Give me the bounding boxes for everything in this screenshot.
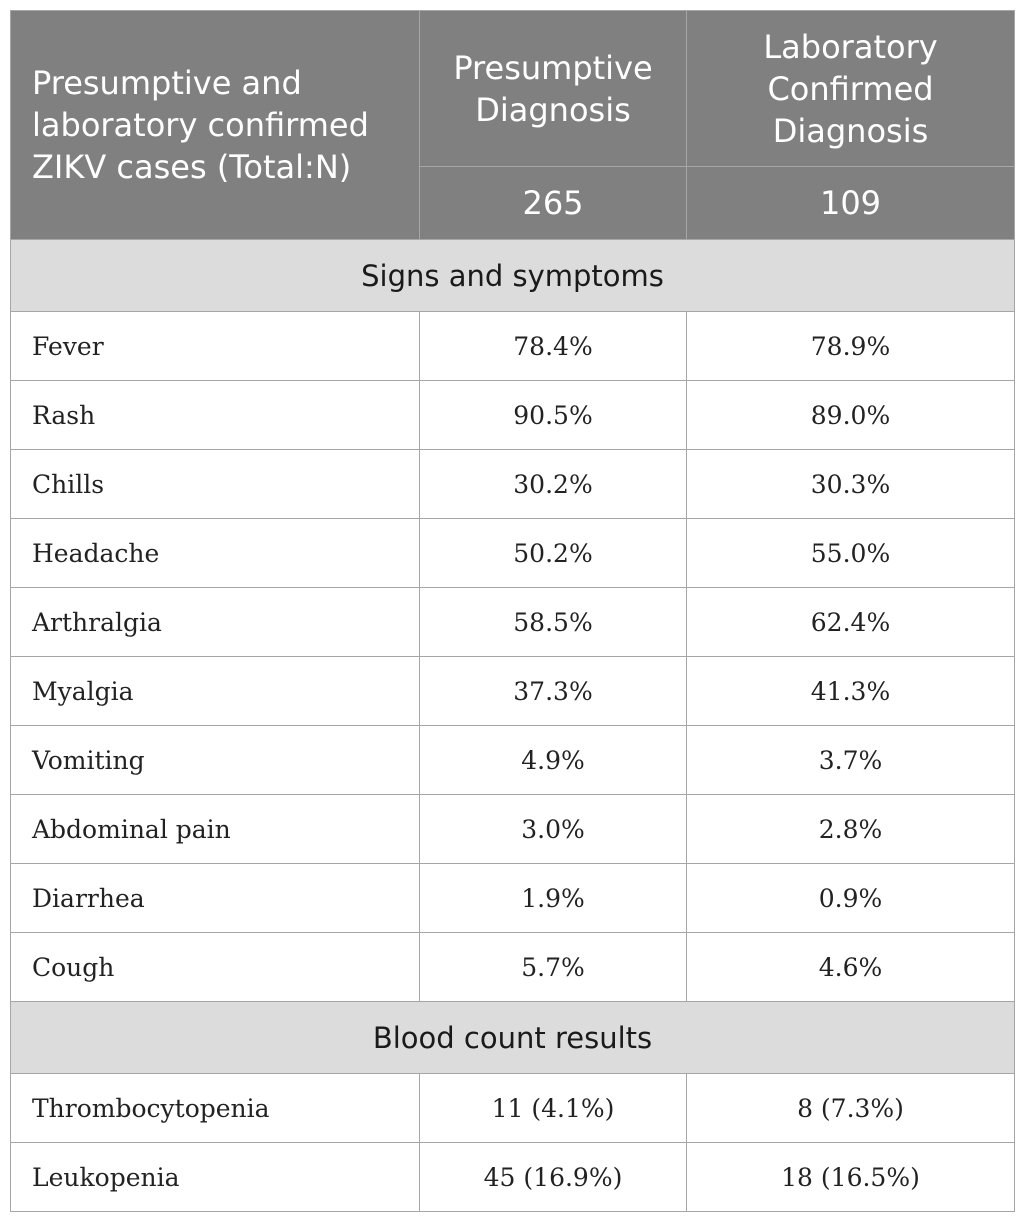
table-header <box>11 11 1015 240</box>
confirmed-total: 109 <box>687 167 1015 240</box>
table-row <box>11 795 1015 864</box>
confirmed-value: 41.3% <box>687 657 1015 726</box>
row-label: Rash <box>11 381 420 450</box>
section-title-signs: Signs and symptoms <box>11 240 1015 312</box>
table-row <box>11 450 1015 519</box>
table-row <box>11 864 1015 933</box>
table-row <box>11 933 1015 1002</box>
row-label: Fever <box>11 312 420 381</box>
table-row <box>11 1074 1015 1143</box>
header-line: Diagnosis <box>475 90 631 129</box>
presumptive-value: 11 (4.1%) <box>420 1074 687 1143</box>
confirmed-value: 2.8% <box>687 795 1015 864</box>
row-label: Arthralgia <box>11 588 420 657</box>
header-line: Presumptive <box>453 48 653 87</box>
row-label: Headache <box>11 519 420 588</box>
presumptive-diagnosis-header <box>420 11 687 167</box>
presumptive-value: 1.9% <box>420 864 687 933</box>
confirmed-value: 78.9% <box>687 312 1015 381</box>
presumptive-total: 265 <box>420 167 687 240</box>
row-label: Cough <box>11 933 420 1002</box>
presumptive-value: 78.4% <box>420 312 687 381</box>
section-title-blood: Blood count results <box>11 1002 1015 1074</box>
header-line: Confirmed <box>767 69 934 108</box>
header-line: Laboratory <box>763 27 938 66</box>
confirmed-value: 55.0% <box>687 519 1015 588</box>
blood-section <box>11 1002 1015 1212</box>
corner-header: Presumptive and laboratory confirmed ZIKV cases (Total:N) <box>11 11 420 240</box>
confirmed-value: 3.7% <box>687 726 1015 795</box>
presumptive-value: 3.0% <box>420 795 687 864</box>
signs-section <box>11 240 1015 1002</box>
table-row <box>11 519 1015 588</box>
table-row <box>11 381 1015 450</box>
table-row <box>11 1143 1015 1212</box>
confirmed-value: 4.6% <box>687 933 1015 1002</box>
row-label: Leukopenia <box>11 1143 420 1212</box>
presumptive-value: 90.5% <box>420 381 687 450</box>
header-line: Diagnosis <box>772 111 929 150</box>
row-label: Chills <box>11 450 420 519</box>
confirmed-value: 0.9% <box>687 864 1015 933</box>
table-row <box>11 588 1015 657</box>
presumptive-value: 4.9% <box>420 726 687 795</box>
table-row <box>11 657 1015 726</box>
presumptive-value: 58.5% <box>420 588 687 657</box>
confirmed-value: 18 (16.5%) <box>687 1143 1015 1212</box>
presumptive-value: 30.2% <box>420 450 687 519</box>
row-label: Vomiting <box>11 726 420 795</box>
confirmed-value: 62.4% <box>687 588 1015 657</box>
presumptive-value: 37.3% <box>420 657 687 726</box>
row-label: Thrombocytopenia <box>11 1074 420 1143</box>
confirmed-value: 30.3% <box>687 450 1015 519</box>
row-label: Myalgia <box>11 657 420 726</box>
confirmed-value: 8 (7.3%) <box>687 1074 1015 1143</box>
presumptive-value: 45 (16.9%) <box>420 1143 687 1212</box>
table-row <box>11 726 1015 795</box>
row-label: Abdominal pain <box>11 795 420 864</box>
table-row <box>11 312 1015 381</box>
presumptive-value: 50.2% <box>420 519 687 588</box>
laboratory-confirmed-header <box>687 11 1015 167</box>
zikv-cases-table <box>10 10 1015 1212</box>
confirmed-value: 89.0% <box>687 381 1015 450</box>
presumptive-value: 5.7% <box>420 933 687 1002</box>
row-label: Diarrhea <box>11 864 420 933</box>
